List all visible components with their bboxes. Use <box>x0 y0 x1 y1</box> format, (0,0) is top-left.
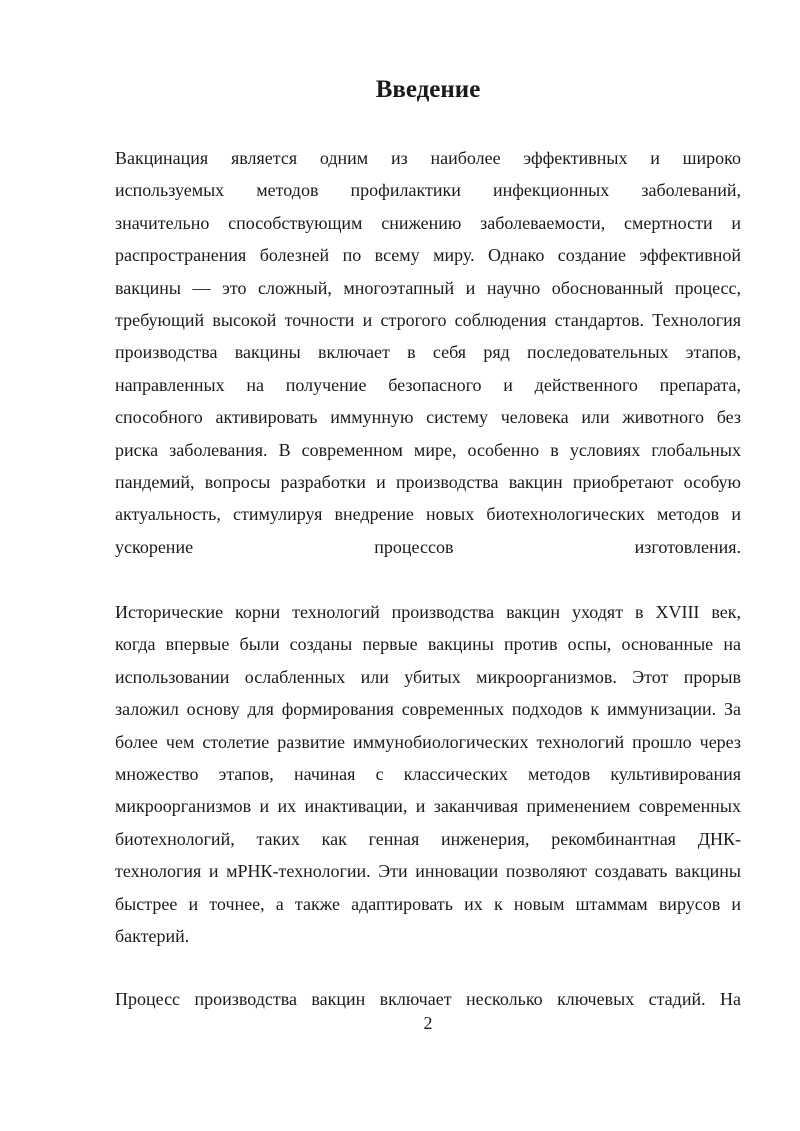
paragraph-line: Исторические корни технологий производства вакцин уходят в XVIII век, <box>115 602 741 622</box>
paragraph-line: Вакцинация является одним из наиболее эффективных и широко <box>115 148 741 168</box>
paragraph-line: более чем столетие развитие иммунобиологических технологий прошло через <box>115 731 741 752</box>
paragraph-line: распространения болезней по всему миру. Однако создание эффективной <box>115 245 741 266</box>
paragraph-1 <box>115 142 741 563</box>
paragraph-line: требующий высокой точности и строгого соблюдения стандартов. Технология <box>115 309 741 330</box>
paragraph-line: Процесс производства вакцин включает несколько ключевых стадий. На <box>115 989 741 1009</box>
paragraph-line: использовании ослабленных или убитых микроорганизмов. Этот прорыв <box>115 666 741 687</box>
paragraph-2 <box>115 596 741 952</box>
paragraph-line: направленных на получение безопасного и действенного препарата, <box>115 374 741 395</box>
paragraph-3 <box>115 983 741 1015</box>
paragraph-line: актуальность, стимулируя внедрение новых биотехнологических методов и <box>115 504 741 525</box>
paragraph-line: используемых методов профилактики инфекционных заболеваний, <box>115 180 741 201</box>
page-number: 2 <box>423 1013 433 1033</box>
paragraph-line: бактерий. <box>115 925 190 946</box>
paragraph-line: биотехнологий, таких как генная инженерия, рекомбинантная ДНК- <box>115 828 741 849</box>
paragraph-line: технология и мРНК-технологии. Эти инновации позволяют создавать вакцины <box>115 861 741 882</box>
paragraph-line: быстрее и точнее, а также адаптировать их к новым штаммам вирусов и <box>115 893 741 914</box>
page-title: Введение <box>375 76 481 103</box>
paragraph-line: заложил основу для формирования современных подходов к иммунизации. За <box>115 699 741 720</box>
paragraph-line: риска заболевания. В современном мире, особенно в условиях глобальных <box>115 439 741 460</box>
paragraph-line: вакцины — это сложный, многоэтапный и научно обоснованный процесс, <box>115 277 741 298</box>
paragraph-line: производства вакцины включает в себя ряд последовательных этапов, <box>115 342 741 363</box>
paragraph-line: пандемий, вопросы разработки и производства вакцин приобретают особую <box>115 471 741 492</box>
paragraph-line: ускорение процессов изготовления. <box>115 536 741 557</box>
paragraph-line: когда впервые были созданы первые вакцины против оспы, основанные на <box>115 634 741 655</box>
paragraph-line: способного активировать иммунную систему человека или животного без <box>115 407 741 428</box>
paragraph-line: микроорганизмов и их инактивации, и заканчивая применением современных <box>115 796 741 817</box>
paragraph-line: множество этапов, начиная с классических методов культивирования <box>115 763 741 784</box>
paragraph-line: значительно способствующим снижению заболеваемости, смертности и <box>115 212 741 233</box>
